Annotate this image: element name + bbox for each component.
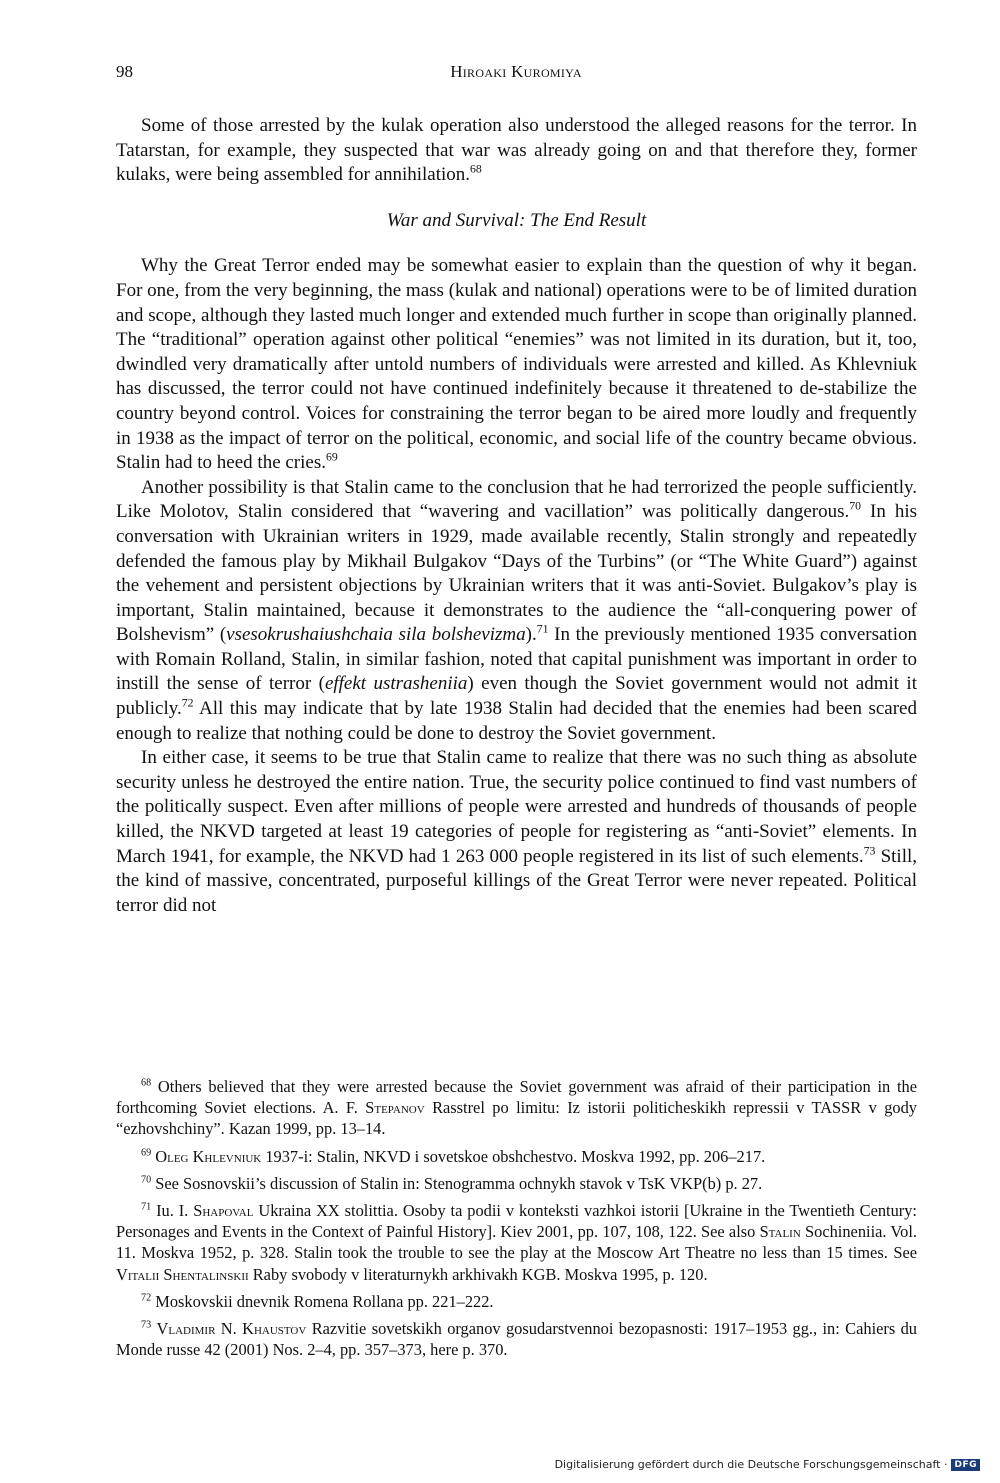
body-text [116,114,917,918]
paragraph-4: In either case, it seems to be true that Stalin came to realize that there was no such thing as absolute security unless he destroyed the entire nation. True, the security police continued to find vast numbers of the politically suspect. Even after millions of people were arrested and hundreds of thousands of people killed, the NKVD targeted at least 19 categories of people for registering as “anti-Soviet” elements. In March 1941, for example, the NKVD had 1 263 000 people registered in its list of such elements.$^{73}$ Still, the kind of massive, concentrated, purposeful killings of the Great Terror were never repeated. Political terror did not [116,747,918,916]
footnote-70: $^{70}$ See Sosnovskii’s discussion of Stalin in: Stenogramma ochnykh stavok v TsK VKP(b) p. 27. [141,1173,763,1193]
digitization-footer [555,1458,980,1471]
footnote-73: $^{73}$ Vladimir N. Khaustov Razvitie sovetskikh organov gosudarstvennoi bezopasnosti: 1917–1953 gg., in: Cahiers du Monde russe 42 (2001) Nos. 2–4, pp. 357–373, here p. 370. [116,1319,917,1360]
footnote-72: $^{72}$ Moskovskii dnevnik Romena Rollana pp. 221–222. [141,1291,494,1311]
footnote-ref-73: 73 [863,844,876,858]
page-header [116,62,916,86]
footnote-ref-72: 72 [181,696,194,710]
footnote-ref-70: 70 [849,499,862,513]
footnote-ref-68: 68 [470,162,482,176]
paragraph-3: Another possibility is that Stalin came to the conclusion that he had terrorized the people sufficiently. Like Molotov, Stalin considered that “wavering and vacillation” was politically dangerous.$^{70}$ In his conversation with Ukrainian writers in 1929, made available recently, Stalin strongly and repeatedly defended the famous play by Mikhail Bulgakov “Days of the Turbins” (or “The White Guard”) against the vehement and persistent objections by Ukrainian writers that it was anti-Soviet. Bulgakov’s play is important, Stalin maintained, because it demonstrates to the audience the “all-conquering power of Bolshevism” (vsesokrushaiushchaia sila bolshevizma).$^{71}$ In the previously mentioned 1935 conversation with Romain Rolland, Stalin, in similar fashion, noted that capital punishment was important in order to instill the sense of terror (effekt ustrasheniia) even though the Soviet government would not admit it publicly.$^{72}$ All this may indicate that by late 1938 Stalin had decided that the enemies had been scared enough to realize that nothing could be done to destroy the Soviet government. [116,476,917,744]
footnote-ref-69: 69 [326,450,338,464]
footnote-71: $^{71}$ Iu. I. Shapoval Ukraina XX stolittia. Osoby ta podii v konteksti vazhkoi istorii [Ukraine in the Twentieth Century: Personages and Events in the Context of Painful History]. Kiev 2001, pp. 107, 108, 122. See also Stalin Sochineniia. Vol. 11. Moskva 1952, p. 328. Stalin took the trouble to see the play at the Moscow Art Theatre no less than 15 times. See Vitalii Shentalinskii Raby svobody v literaturnykh arkhivakh KGB. Moskva 1995, p. 120. [116,1201,917,1284]
footnote-69: $^{69}$ Oleg Khlevniuk 1937-i: Stalin, NKVD i sovetskoe obshchestvo. Moskva 1992, pp. 206–217. [141,1146,766,1166]
italic-term: vsesokrushaiushchaia sila bolshevizma [226,624,526,646]
dfg-logo: DFG [951,1459,980,1471]
paragraph-2: Why the Great Terror ended may be somewhat easier to explain than the question of why it began. For one, from the very beginning, the mass (kulak and national) operations were to be of limited duration and scope, although they lasted much longer and extended much further in scope than originally planned. The “traditional” operation against other political “enemies” was not limited in its duration, but it, too, dwindled very dramatically after untold numbers of individuals were arrested and killed. As Khlevniuk has discussed, the terror could not have continued indefinitely because it threatened to de-stabilize the country beyond control. Voices for constraining the terror began to be aired more loudly and frequently in 1938 as the impact of terror on the political, economic, and social life of the country became obvious. Stalin had to heed the cries.$^{69}$ [116,255,917,474]
paragraph-1: Some of those arrested by the kulak operation also understood the alleged reasons for the terror. In Tatarstan, for example, they suspected that war was already going on and that therefore they, former kulaks, were being assembled for annihilation.$^{68}$ [116,115,917,186]
italic-term: effekt ustrasheniia [324,673,468,695]
running-head: Hiroaki Kuromiya [450,62,582,81]
footnotes [116,1076,917,1366]
footnote-ref-71: 71 [536,622,549,636]
footnote-68: $^{68}$ Others believed that they were arrested because the Soviet government was afraid of their participation in the forthcoming Soviet elections. A. F. Stepanov Rasstrel po limitu: Iz istorii politicheskikh repressii v TASSR v gody “ezhovshchiny”. Kazan 1999, pp. 13–14. [116,1077,918,1139]
footer-text: Digitalisierung gefördert durch die Deutsche Forschungsgemeinschaft · [554,1458,948,1471]
section-heading: War and Survival: The End Result [386,209,647,231]
page-number: 98 [116,62,133,81]
